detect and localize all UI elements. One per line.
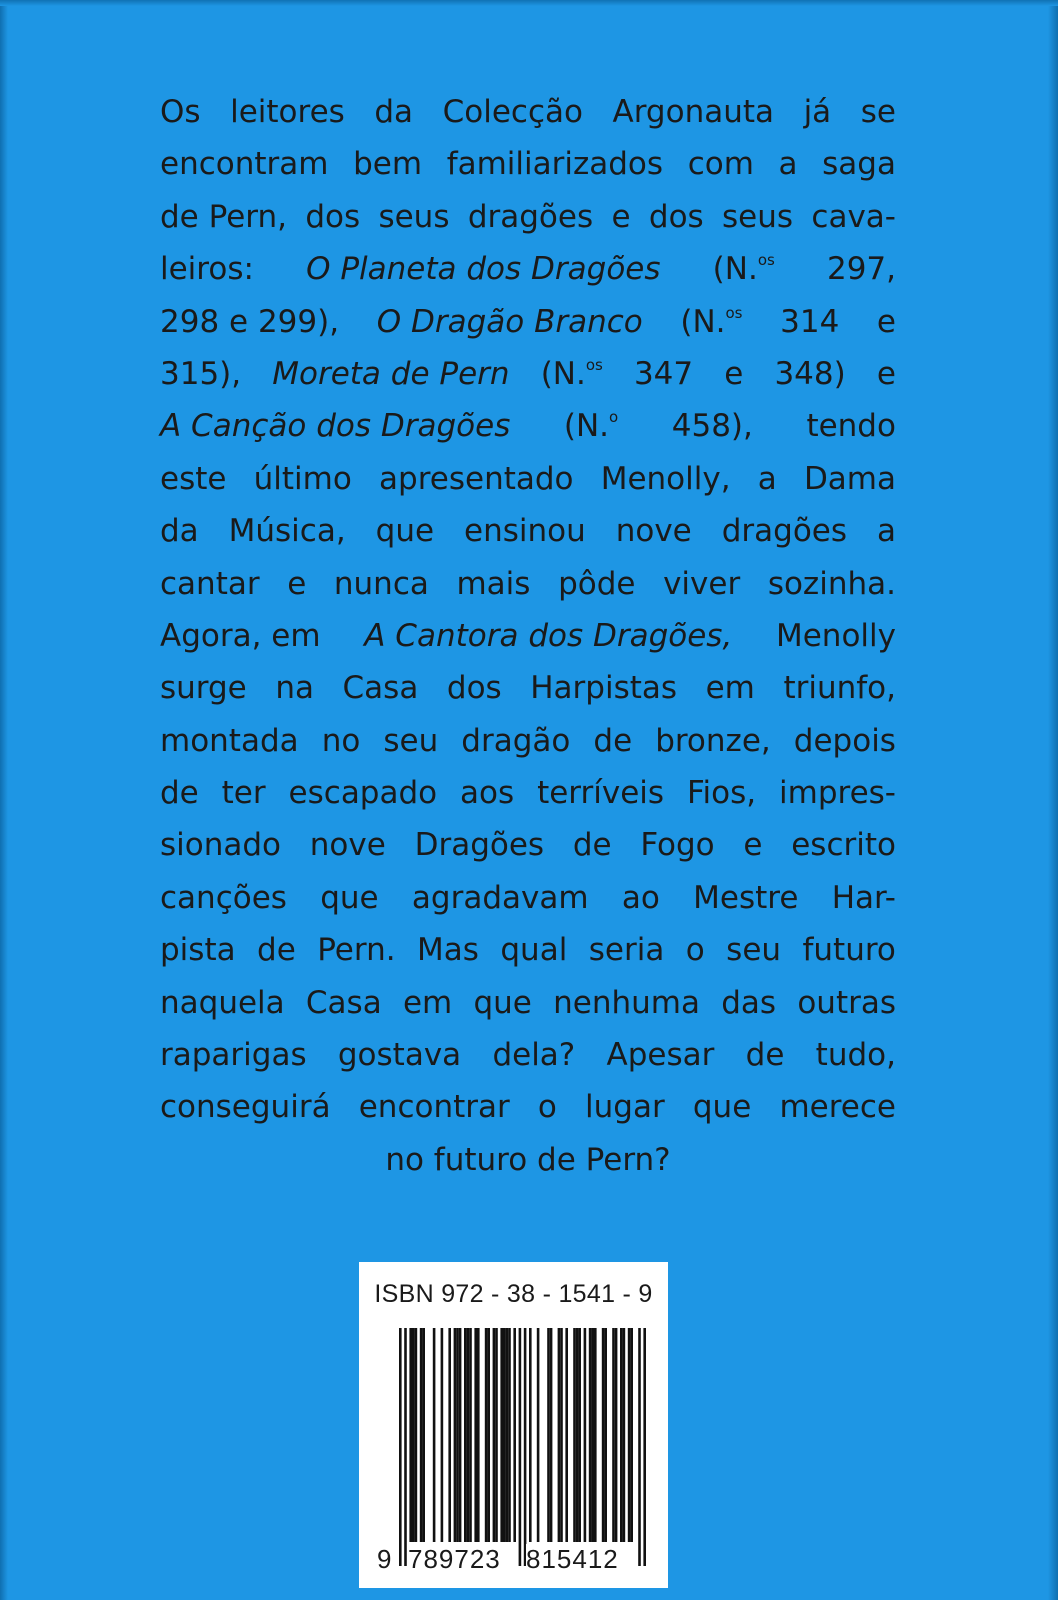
- blurb-word: este: [160, 460, 227, 497]
- blurb-word: tendo: [806, 408, 896, 445]
- blurb-word: Fios,: [686, 775, 757, 812]
- blurb-word: dragão: [461, 722, 571, 759]
- barcode-bar: [623, 1328, 626, 1542]
- barcode-bar: [495, 1328, 498, 1542]
- ean-left-digits: 789723: [408, 1544, 501, 1574]
- blurb-word: encontrar: [358, 1089, 510, 1126]
- blurb-word: ensinou: [464, 513, 586, 550]
- blurb-word: e: [743, 827, 763, 864]
- blurb-word: dragões: [721, 513, 848, 550]
- blurb-word: cava-: [811, 198, 896, 235]
- blurb-line: [160, 191, 896, 243]
- barcode-bar: [529, 1328, 532, 1542]
- barcode-bar: [422, 1328, 425, 1542]
- blurb-word: (N.: [540, 355, 586, 392]
- number-abbrev: [564, 400, 618, 452]
- blurb-word: e: [876, 303, 896, 340]
- blurb-word: (N.: [712, 251, 758, 288]
- blurb-line: [160, 924, 896, 976]
- blurb-word: gostava: [337, 1037, 462, 1074]
- blurb-word: depois: [793, 722, 896, 759]
- blurb-line: [160, 400, 896, 452]
- blurb-line: [160, 767, 896, 819]
- barcode-bar: [459, 1328, 462, 1542]
- barcode-bar: [560, 1328, 563, 1542]
- blurb-word: 315),: [160, 355, 242, 392]
- cover-edge-top: [0, 0, 1058, 6]
- blurb-line: [160, 1029, 896, 1081]
- blurb-word: Apesar: [606, 1037, 715, 1074]
- blurb-word: 314: [780, 303, 840, 340]
- barcode-bar: [500, 1328, 503, 1542]
- blurb-line: [160, 348, 896, 400]
- blurb-word: cantar: [160, 565, 260, 602]
- blurb-word: de: [572, 827, 612, 864]
- blurb-word: seria: [588, 932, 665, 969]
- barcode-bar: [584, 1328, 587, 1542]
- barcode-bar: [412, 1328, 415, 1542]
- blurb-word: encontram: [160, 146, 329, 183]
- barcode-guard-bar: [519, 1328, 522, 1566]
- barcode-bar: [615, 1328, 618, 1542]
- blurb-word: Dragões: [414, 827, 545, 864]
- blurb-word: 347: [633, 355, 694, 392]
- blurb-word: Harpistas: [530, 670, 678, 707]
- blurb-word: sionado: [160, 827, 282, 864]
- blurb-word: nenhuma: [553, 984, 700, 1021]
- blurb-word: no: [321, 722, 361, 759]
- barcode-bar: [508, 1328, 511, 1542]
- blurb-word: pista: [160, 932, 236, 969]
- blurb-word: seus: [722, 198, 794, 235]
- barcode-bar: [576, 1328, 579, 1542]
- barcode-guard-bar: [404, 1328, 407, 1566]
- blurb-word: nove: [309, 827, 386, 864]
- blurb-word: o: [537, 1089, 557, 1126]
- blurb-word: de: [593, 722, 633, 759]
- blurb-word: dela?: [492, 1037, 576, 1074]
- barcode-bar: [415, 1328, 418, 1542]
- blurb-word: e: [287, 565, 307, 602]
- blurb-word: se: [860, 94, 896, 130]
- barcode-bar: [573, 1328, 576, 1542]
- blurb-word: a: [876, 513, 896, 550]
- blurb-word: viver: [663, 565, 741, 602]
- blurb-word: Mas: [417, 932, 479, 969]
- barcode-bar: [628, 1328, 631, 1542]
- barcode-bar: [630, 1328, 633, 1542]
- blurb-word: 348): [774, 355, 846, 392]
- barcode-bar: [506, 1328, 509, 1542]
- blurb-text: [160, 86, 896, 1186]
- blurb-word: na: [275, 670, 314, 707]
- blurb-line: [160, 243, 896, 295]
- blurb-word: que: [375, 513, 435, 550]
- blurb-word: último: [253, 460, 352, 497]
- blurb-word: de: [160, 775, 199, 812]
- barcode-bar: [620, 1328, 623, 1542]
- blurb-title-phrase: O Dragão Branco: [376, 303, 643, 340]
- blurb-line: [160, 138, 896, 190]
- blurb-title-phrase: A Canção dos Dragões: [160, 408, 511, 445]
- blurb-word: ter: [221, 775, 266, 812]
- blurb-word: mais: [456, 565, 531, 602]
- blurb-word: impres-: [779, 775, 896, 812]
- blurb-word: no futuro de Pern?: [385, 1141, 671, 1178]
- blurb-word: raparigas: [160, 1037, 307, 1074]
- barcode-bar: [409, 1328, 412, 1542]
- barcode-bar: [467, 1328, 470, 1542]
- barcode-bar: [612, 1328, 615, 1542]
- cover-edge-right: [1048, 0, 1058, 1600]
- blurb-word: seus: [378, 198, 450, 235]
- barcode-bar: [420, 1328, 423, 1542]
- blurb-line: [160, 819, 896, 871]
- isbn-label: ISBN 972 - 38 - 1541 - 9: [374, 1280, 653, 1308]
- blurb-word: Argonauta: [612, 94, 775, 130]
- barcode-bar: [454, 1328, 457, 1542]
- barcode-bar: [604, 1328, 607, 1542]
- blurb-title-phrase: A Cantora dos Dragões,: [364, 617, 733, 654]
- barcode-guard-bar: [638, 1328, 641, 1566]
- barcode-bar: [547, 1328, 550, 1542]
- blurb-word: Fogo: [640, 827, 715, 864]
- blurb-word: já: [803, 94, 832, 130]
- blurb-word: nunca: [333, 565, 429, 602]
- blurb-word: de: [745, 1037, 785, 1074]
- blurb-word: 298 e 299),: [160, 303, 340, 340]
- barcode-bar: [485, 1328, 488, 1542]
- blurb-word: lugar: [585, 1089, 665, 1126]
- barcode-bar: [550, 1328, 553, 1542]
- blurb-word: dos: [446, 670, 502, 707]
- blurb-word: que: [473, 984, 532, 1021]
- blurb-word: agradavam: [411, 879, 589, 916]
- superscript: os: [725, 303, 743, 322]
- blurb-word: Casa: [305, 984, 382, 1021]
- blurb-word: seu: [726, 932, 782, 969]
- superscript: os: [757, 251, 775, 270]
- barcode-bar: [477, 1328, 480, 1542]
- blurb-word: conseguirá: [160, 1089, 331, 1126]
- blurb-word: surge: [160, 670, 247, 707]
- blurb-word: escapado: [288, 775, 438, 812]
- blurb-line: [160, 505, 896, 557]
- blurb-word: sozinha.: [767, 565, 896, 602]
- blurb-word: (N.: [563, 408, 610, 445]
- blurb-word: Pern.: [317, 932, 396, 969]
- barcode-bar: [493, 1328, 496, 1542]
- blurb-word: triunfo,: [783, 670, 896, 707]
- barcode-bar: [589, 1328, 592, 1542]
- barcode-bar: [503, 1328, 506, 1542]
- barcode-bar: [558, 1328, 561, 1542]
- blurb-word: que: [692, 1089, 752, 1126]
- barcode-bar: [441, 1328, 444, 1542]
- blurb-word: Menolly,: [600, 460, 731, 497]
- superscript: o: [609, 408, 619, 427]
- barcode-bar: [537, 1328, 540, 1542]
- blurb-word: familiarizados: [446, 146, 664, 183]
- blurb-word: ao: [621, 879, 660, 916]
- blurb-word: 458),: [671, 408, 753, 445]
- ean-right-digits: 815412: [526, 1544, 619, 1574]
- barcode-bar: [464, 1328, 467, 1542]
- barcode-guard-bar: [643, 1328, 646, 1566]
- blurb-word: nove: [615, 513, 692, 550]
- blurb-word: apresentado: [379, 460, 574, 497]
- blurb-word: aos: [460, 775, 515, 812]
- blurb-word: Mestre: [693, 879, 799, 916]
- barcode-bar: [487, 1328, 490, 1542]
- blurb-word: e: [724, 355, 744, 392]
- barcode-bar: [513, 1328, 516, 1542]
- barcode-bar: [594, 1328, 597, 1542]
- blurb-word: com: [687, 146, 754, 183]
- blurb-word: leitores: [230, 94, 345, 130]
- blurb-word: que: [320, 879, 379, 916]
- blurb-word: naquela: [160, 984, 285, 1021]
- blurb-word: Dama: [803, 460, 896, 497]
- blurb-word: tudo,: [815, 1037, 896, 1074]
- blurb-word: montada: [160, 722, 299, 759]
- blurb-word: Har-: [831, 879, 896, 916]
- blurb-word: da: [160, 513, 199, 550]
- blurb-line: [160, 662, 896, 714]
- blurb-line: [160, 1134, 896, 1186]
- superscript: os: [585, 355, 603, 374]
- blurb-line: [160, 872, 896, 924]
- blurb-title-phrase: O Planeta dos Dragões: [306, 251, 661, 288]
- barcode: [359, 1262, 668, 1588]
- blurb-word: Os: [160, 94, 201, 130]
- blurb-word: qual: [500, 932, 568, 969]
- blurb-word: em: [705, 670, 755, 707]
- blurb-word: a: [778, 146, 798, 183]
- blurb-word: saga: [822, 146, 896, 183]
- blurb-word: e: [876, 355, 896, 392]
- blurb-word: o: [685, 932, 705, 969]
- blurb-word: bronze,: [655, 722, 771, 759]
- barcode-bar: [456, 1328, 459, 1542]
- blurb-line: [160, 610, 896, 662]
- blurb-word: canções: [160, 879, 287, 916]
- blurb-word: 297,: [826, 251, 896, 288]
- cover-edge-left: [0, 0, 8, 1600]
- blurb-word: merece: [779, 1089, 896, 1126]
- blurb-word: escrito: [791, 827, 896, 864]
- number-abbrev: [541, 348, 603, 400]
- blurb-word: dos: [305, 198, 361, 235]
- blurb-word: futuro: [802, 932, 896, 969]
- barcode-bar: [565, 1328, 568, 1542]
- barcode-bar: [591, 1328, 594, 1542]
- blurb-word: (N.: [680, 303, 726, 340]
- blurb-word: Casa: [342, 670, 419, 707]
- blurb-word: a: [757, 460, 777, 497]
- blurb-line: [160, 1081, 896, 1133]
- barcode-bar: [602, 1328, 605, 1542]
- blurb-word: pôde: [558, 565, 636, 602]
- barcode-guard-bar: [399, 1328, 402, 1566]
- blurb-word: dragões: [467, 198, 594, 235]
- blurb-word: outras: [797, 984, 896, 1021]
- barcode-bar: [578, 1328, 581, 1542]
- blurb-word: das: [721, 984, 777, 1021]
- blurb-word: terríveis: [537, 775, 665, 812]
- blurb-line: [160, 558, 896, 610]
- blurb-word: e: [611, 198, 631, 235]
- blurb-word: seu: [383, 722, 439, 759]
- blurb-word: Colecção: [442, 94, 583, 130]
- blurb-word: dos: [648, 198, 704, 235]
- blurb-word: leiros:: [160, 251, 254, 288]
- blurb-line: [160, 715, 896, 767]
- barcode-box: [359, 1262, 668, 1588]
- number-abbrev: [713, 243, 775, 295]
- blurb-word: da: [374, 94, 414, 130]
- blurb-line: [160, 86, 896, 138]
- blurb-word: Menolly: [775, 617, 896, 654]
- blurb-line: [160, 977, 896, 1029]
- barcode-bar: [474, 1328, 477, 1542]
- barcode-bar: [448, 1328, 451, 1542]
- ean-first-digit: 9: [377, 1544, 393, 1574]
- blurb-word: Agora, em: [160, 617, 321, 654]
- barcode-bar: [469, 1328, 472, 1542]
- blurb-word: de: [257, 932, 296, 969]
- number-abbrev: [680, 296, 742, 348]
- barcode-guard-bar: [524, 1328, 527, 1566]
- barcode-bar: [433, 1328, 436, 1542]
- blurb-word: em: [402, 984, 453, 1021]
- blurb-title-phrase: Moreta de Pern: [272, 355, 510, 392]
- blurb-line: [160, 296, 896, 348]
- blurb-line: [160, 453, 896, 505]
- blurb-word: Música,: [228, 513, 346, 550]
- blurb-word: bem: [353, 146, 423, 183]
- blurb-word: de Pern,: [160, 198, 287, 235]
